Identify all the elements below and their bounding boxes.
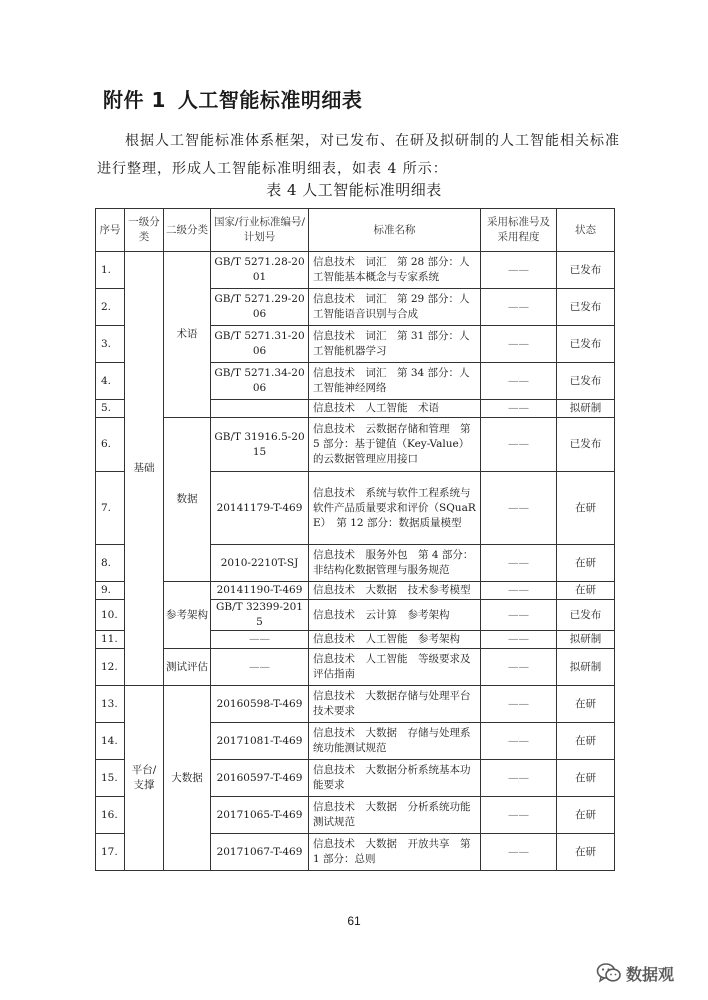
status: 拟研制 xyxy=(557,649,615,686)
status: 在研 xyxy=(557,686,615,723)
subcategory-data: 数据 xyxy=(164,418,211,582)
standard-name: 信息技术 服务外包 第 4 部分：非结构化数据管理与服务规范 xyxy=(309,545,481,582)
intro-paragraph: 根据人工智能标准体系框架，对已发布、在研及拟研制的人工智能相关标准进行整理，形成人工智能标准明细表，如表 4 所示： xyxy=(97,133,620,177)
status: 已发布 xyxy=(557,418,615,472)
standard-name: 信息技术 大数据 分析系统功能测试规范 xyxy=(309,797,481,834)
standard-name: 信息技术 词汇 第 34 部分：人工智能神经网络 xyxy=(309,363,481,400)
standard-number: —— xyxy=(211,649,309,686)
header-level2: 二级分类 xyxy=(164,209,211,252)
standard-name: 信息技术 大数据存储与处理平台技术要求 xyxy=(309,686,481,723)
category-basic: 基础 xyxy=(125,252,164,686)
adopted-standard: —— xyxy=(481,760,557,797)
row-number: 4. xyxy=(96,363,125,400)
standard-name: 信息技术 人工智能 等级要求及评估指南 xyxy=(309,649,481,686)
status: 拟研制 xyxy=(557,631,615,649)
header-std-no: 国家/行业标准编号/计划号 xyxy=(211,209,309,252)
adopted-standard: —— xyxy=(481,418,557,472)
row-number: 6. xyxy=(96,418,125,472)
standards-table xyxy=(95,208,615,871)
standard-number: GB/T 5271.34-2006 xyxy=(211,363,309,400)
row-number: 1. xyxy=(96,252,125,289)
table-caption: 表 4 人工智能标准明细表 xyxy=(266,181,442,199)
header-name: 标准名称 xyxy=(309,209,481,252)
watermark-text: 数据观 xyxy=(626,964,675,984)
header-seq: 序号 xyxy=(96,209,125,252)
subcategory-test-evaluation: 测试评估 xyxy=(164,649,211,686)
standard-name: 信息技术 大数据 开放共享 第 1 部分：总则 xyxy=(309,834,481,871)
standard-number xyxy=(211,400,309,418)
status: 已发布 xyxy=(557,600,615,631)
table-row xyxy=(96,582,615,600)
subcategory-reference-architecture: 参考架构 xyxy=(164,582,211,649)
table-header-row xyxy=(96,209,615,252)
table-row xyxy=(96,418,615,472)
standard-number: 2010-2210T-SJ xyxy=(211,545,309,582)
standard-number: GB/T 5271.28-2001 xyxy=(211,252,309,289)
standard-name: 信息技术 大数据分析系统基本功能要求 xyxy=(309,760,481,797)
watermark xyxy=(596,961,674,985)
standard-name: 信息技术 词汇 第 29 部分：人工智能语音识别与合成 xyxy=(309,289,481,326)
adopted-standard: —— xyxy=(481,326,557,363)
adopted-standard: —— xyxy=(481,834,557,871)
row-number: 14. xyxy=(96,723,125,760)
row-number: 9. xyxy=(96,582,125,600)
wechat-icon xyxy=(596,962,622,984)
standard-number: 20160597-T-469 xyxy=(211,760,309,797)
status: 在研 xyxy=(557,582,615,600)
standard-name: 信息技术 云数据存储和管理 第 5 部分：基于键值（Key-Value）的云数据管理应用接口 xyxy=(309,418,481,472)
standard-name: 信息技术 大数据 存储与处理系统功能测试规范 xyxy=(309,723,481,760)
adopted-standard: —— xyxy=(481,472,557,545)
standard-number: GB/T 5271.29-2006 xyxy=(211,289,309,326)
status: 拟研制 xyxy=(557,400,615,418)
header-level1: 一级分类 xyxy=(125,209,164,252)
row-number: 8. xyxy=(96,545,125,582)
row-number: 13. xyxy=(96,686,125,723)
appendix-number: 附件 1 xyxy=(103,88,166,112)
status: 已发布 xyxy=(557,326,615,363)
adopted-standard: —— xyxy=(481,363,557,400)
standard-number: 20171081-T-469 xyxy=(211,723,309,760)
row-number: 2. xyxy=(96,289,125,326)
row-number: 7. xyxy=(96,472,125,545)
standard-number: GB/T 31916.5-2015 xyxy=(211,418,309,472)
adopted-standard: —— xyxy=(481,631,557,649)
status: 已发布 xyxy=(557,363,615,400)
standard-number: GB/T 32399-2015 xyxy=(211,600,309,631)
header-adopted: 采用标准号及采用程度 xyxy=(481,209,557,252)
adopted-standard: —— xyxy=(481,797,557,834)
row-number: 10. xyxy=(96,600,125,631)
table-row xyxy=(96,686,615,723)
row-number: 3. xyxy=(96,326,125,363)
row-number: 12. xyxy=(96,649,125,686)
standard-name: 信息技术 云计算 参考架构 xyxy=(309,600,481,631)
row-number: 15. xyxy=(96,760,125,797)
adopted-standard: —— xyxy=(481,289,557,326)
adopted-standard: —— xyxy=(481,723,557,760)
standard-number: 20141190-T-469 xyxy=(211,582,309,600)
category-platform-support: 平台/支撑 xyxy=(125,686,164,871)
standard-name: 信息技术 词汇 第 28 部分：人工智能基本概念与专家系统 xyxy=(309,252,481,289)
standard-name: 信息技术 人工智能 术语 xyxy=(309,400,481,418)
standard-name: 信息技术 人工智能 参考架构 xyxy=(309,631,481,649)
status: 已发布 xyxy=(557,289,615,326)
standard-name: 信息技术 系统与软件工程系统与软件产品质量要求和评价（SQuaRE） 第 12 部分：数据质量模型 xyxy=(309,472,481,545)
row-number: 11. xyxy=(96,631,125,649)
table-row xyxy=(96,649,615,686)
adopted-standard: —— xyxy=(481,400,557,418)
adopted-standard: —— xyxy=(481,545,557,582)
standard-number: 20141179-T-469 xyxy=(211,472,309,545)
standard-name: 信息技术 词汇 第 31 部分：人工智能机器学习 xyxy=(309,326,481,363)
status: 在研 xyxy=(557,545,615,582)
standard-number: 20171067-T-469 xyxy=(211,834,309,871)
adopted-standard: —— xyxy=(481,252,557,289)
status: 在研 xyxy=(557,834,615,871)
standard-number: GB/T 5271.31-2006 xyxy=(211,326,309,363)
adopted-standard: —— xyxy=(481,686,557,723)
row-number: 17. xyxy=(96,834,125,871)
appendix-title: 人工智能标准明细表 xyxy=(177,88,363,112)
row-number: 16. xyxy=(96,797,125,834)
page-number: 61 xyxy=(347,914,361,928)
adopted-standard: —— xyxy=(481,582,557,600)
status: 已发布 xyxy=(557,252,615,289)
table-row xyxy=(96,252,615,289)
status: 在研 xyxy=(557,472,615,545)
status: 在研 xyxy=(557,723,615,760)
standard-number: 20160598-T-469 xyxy=(211,686,309,723)
row-number: 5. xyxy=(96,400,125,418)
status: 在研 xyxy=(557,797,615,834)
standard-number: 20171065-T-469 xyxy=(211,797,309,834)
adopted-standard: —— xyxy=(481,600,557,631)
appendix-heading xyxy=(103,84,362,113)
adopted-standard: —— xyxy=(481,649,557,686)
subcategory-big-data: 大数据 xyxy=(164,686,211,871)
standard-number: —— xyxy=(211,631,309,649)
status: 在研 xyxy=(557,760,615,797)
standard-name: 信息技术 大数据 技术参考模型 xyxy=(309,582,481,600)
subcategory-terms: 术语 xyxy=(164,252,211,418)
header-status: 状态 xyxy=(557,209,615,252)
